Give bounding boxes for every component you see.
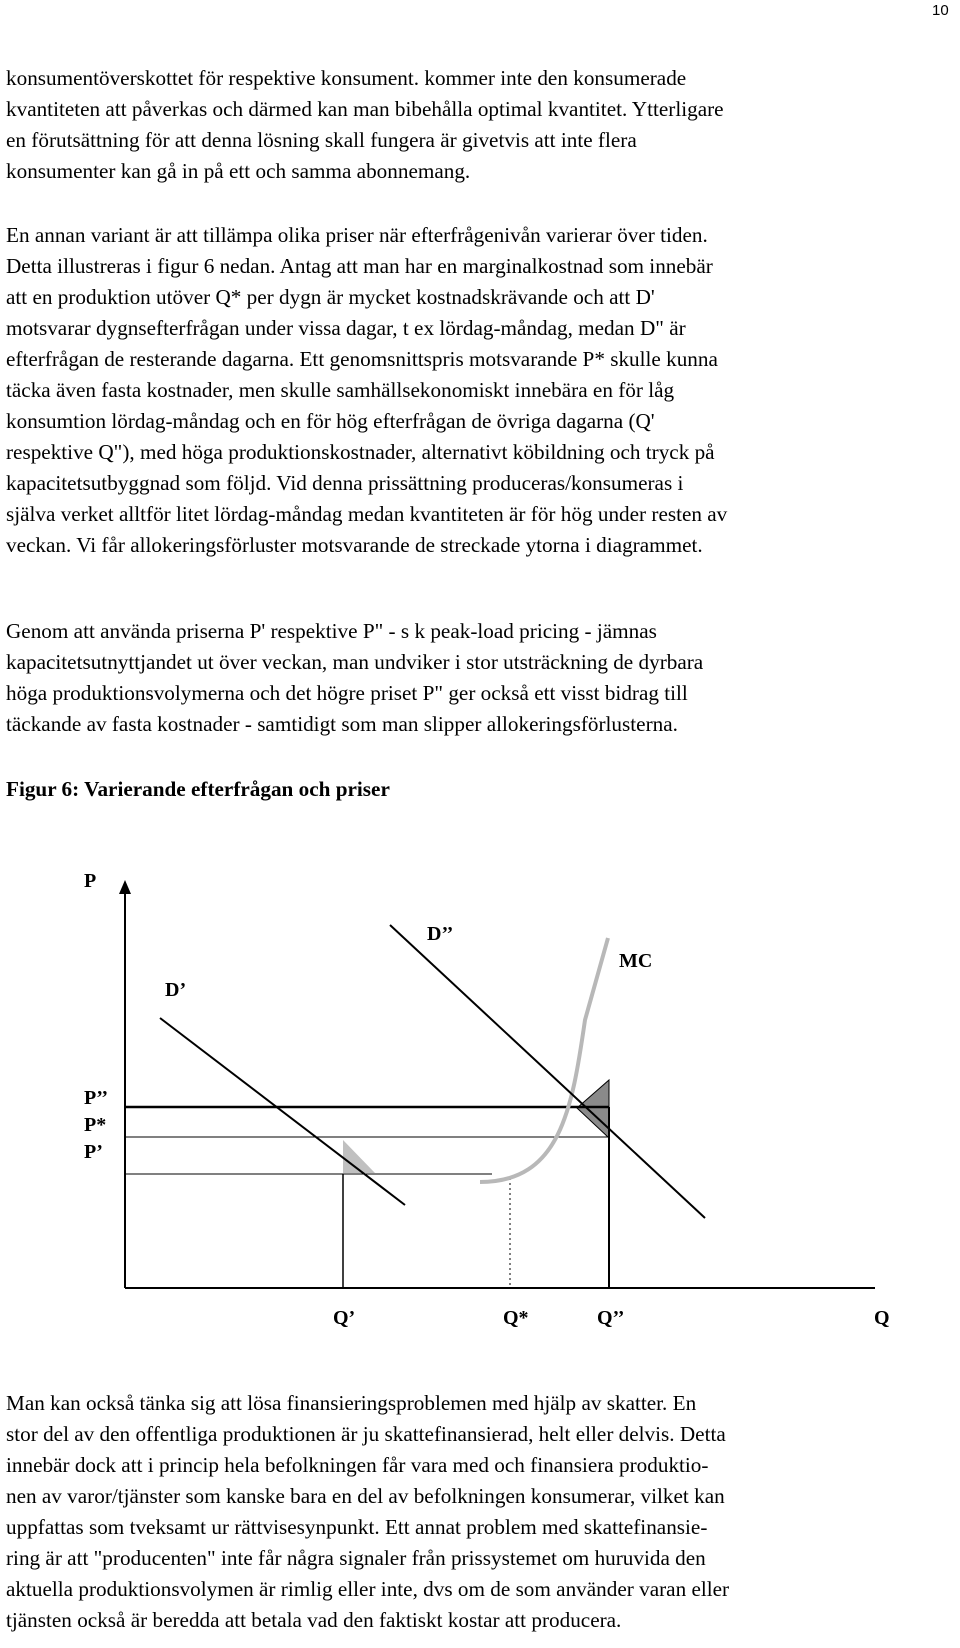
text-line: motsvarar dygnsefterfrågan under vissa dagar, t ex lördag-måndag, medan D" är bbox=[6, 316, 686, 340]
text-line: konsumenter kan gå in på ett och samma abonnemang. bbox=[6, 159, 471, 183]
text-line: Genom att använda priserna P' respektive P" - s k peak-load pricing - jämnas bbox=[6, 619, 657, 643]
figure-caption: Figur 6: Varierande efterfrågan och priser bbox=[6, 777, 390, 801]
label-p-star: P* bbox=[84, 1114, 107, 1136]
label-q-star: Q* bbox=[503, 1307, 529, 1329]
label-mc: MC bbox=[619, 950, 653, 972]
loss-area-left bbox=[343, 1140, 375, 1173]
axis-label-q: Q bbox=[874, 1307, 890, 1329]
paragraph-4 bbox=[6, 1388, 956, 1636]
text-line: veckan. Vi får allokeringsförluster motsvarande de streckade ytorna i diagrammet. bbox=[6, 533, 703, 557]
label-q-double: Q’’ bbox=[597, 1307, 625, 1329]
text-line: aktuella produktionsvolymen är rimlig eller inte, dvs om de som använder varan eller bbox=[6, 1577, 730, 1601]
text-line: uppfattas som tveksamt ur rättvisesynpunkt. Ett annat problem med skattefinansie- bbox=[6, 1515, 708, 1539]
paragraph-3 bbox=[6, 616, 956, 740]
text-line: att en produktion utöver Q* per dygn är mycket kostnadskrävande och att D' bbox=[6, 285, 655, 309]
text-line: Detta illustreras i figur 6 nedan. Antag att man har en marginalkostnad som innebär bbox=[6, 254, 713, 278]
paragraph-1 bbox=[6, 63, 956, 187]
text-line: konsumentöverskottet för respektive konsument. kommer inte den konsumerade bbox=[6, 66, 687, 90]
text-line: En annan variant är att tillämpa olika priser när efterfrågenivån varierar över tiden. bbox=[6, 223, 708, 247]
text-line: kapacitetsutbyggnad som följd. Vid denna prissättning produceras/konsumeras i bbox=[6, 471, 684, 495]
text-line: täckande av fasta kostnader - samtidigt som man slipper allokeringsförlusterna. bbox=[6, 712, 678, 736]
text-line: själva verket alltför litet lördag-måndag medan kvantiteten är för hög under resten av bbox=[6, 502, 728, 526]
text-line: konsumtion lördag-måndag och en för hög efterfrågan de övriga dagarna (Q' bbox=[6, 409, 655, 433]
paragraph-2 bbox=[6, 220, 956, 561]
text-line: tjänsten också är beredda att betala vad den faktiskt kostar att producera. bbox=[6, 1608, 622, 1632]
label-d1: D’ bbox=[165, 979, 187, 1001]
text-line: en förutsättning för att denna lösning skall fungera är givetvis att inte flera bbox=[6, 128, 637, 152]
label-d2: D’’ bbox=[427, 923, 454, 945]
axis-label-p: P bbox=[84, 870, 97, 892]
text-line: kvantiteten att påverkas och därmed kan man bibehålla optimal kvantitet. Ytterligare bbox=[6, 97, 724, 121]
text-line: kapacitetsutnyttjandet ut över veckan, man undviker i stor utsträckning de dyrbara bbox=[6, 650, 704, 674]
text-line: stor del av den offentliga produktionen är ju skattefinansierad, helt eller delvis. Detta bbox=[6, 1422, 726, 1446]
text-line: ring är att "producenten" inte får några signaler från prissystemet om huruvida den bbox=[6, 1546, 706, 1570]
loss-area-right bbox=[577, 1080, 609, 1138]
text-line: täcka även fasta kostnader, men skulle samhällsekonomiskt innebära en för låg bbox=[6, 378, 675, 402]
y-axis-arrow bbox=[119, 880, 131, 894]
label-q-single: Q’ bbox=[333, 1307, 356, 1329]
text-line: höga produktionsvolymerna och det högre priset P" ger också ett visst bidrag till bbox=[6, 681, 688, 705]
figure-6-diagram bbox=[0, 860, 960, 1330]
text-line: efterfrågan de resterande dagarna. Ett genomsnittspris motsvarande P* skulle kunna bbox=[6, 347, 718, 371]
mc-curve bbox=[480, 938, 608, 1182]
demand-curve-d1 bbox=[160, 1018, 405, 1205]
label-p-double: P’’ bbox=[84, 1087, 109, 1109]
text-line: nen av varor/tjänster som kanske bara en del av befolkningen konsumerar, vilket kan bbox=[6, 1484, 725, 1508]
page-number: 10 bbox=[932, 2, 949, 19]
text-line: respektive Q"), med höga produktionskostnader, alternativt köbildning och tryck på bbox=[6, 440, 715, 464]
text-line: Man kan också tänka sig att lösa finansieringsproblemen med hjälp av skatter. En bbox=[6, 1391, 697, 1415]
text-line: innebär dock att i princip hela befolkningen får vara med och finansiera produktio- bbox=[6, 1453, 709, 1477]
label-p-single: P’ bbox=[84, 1141, 103, 1163]
